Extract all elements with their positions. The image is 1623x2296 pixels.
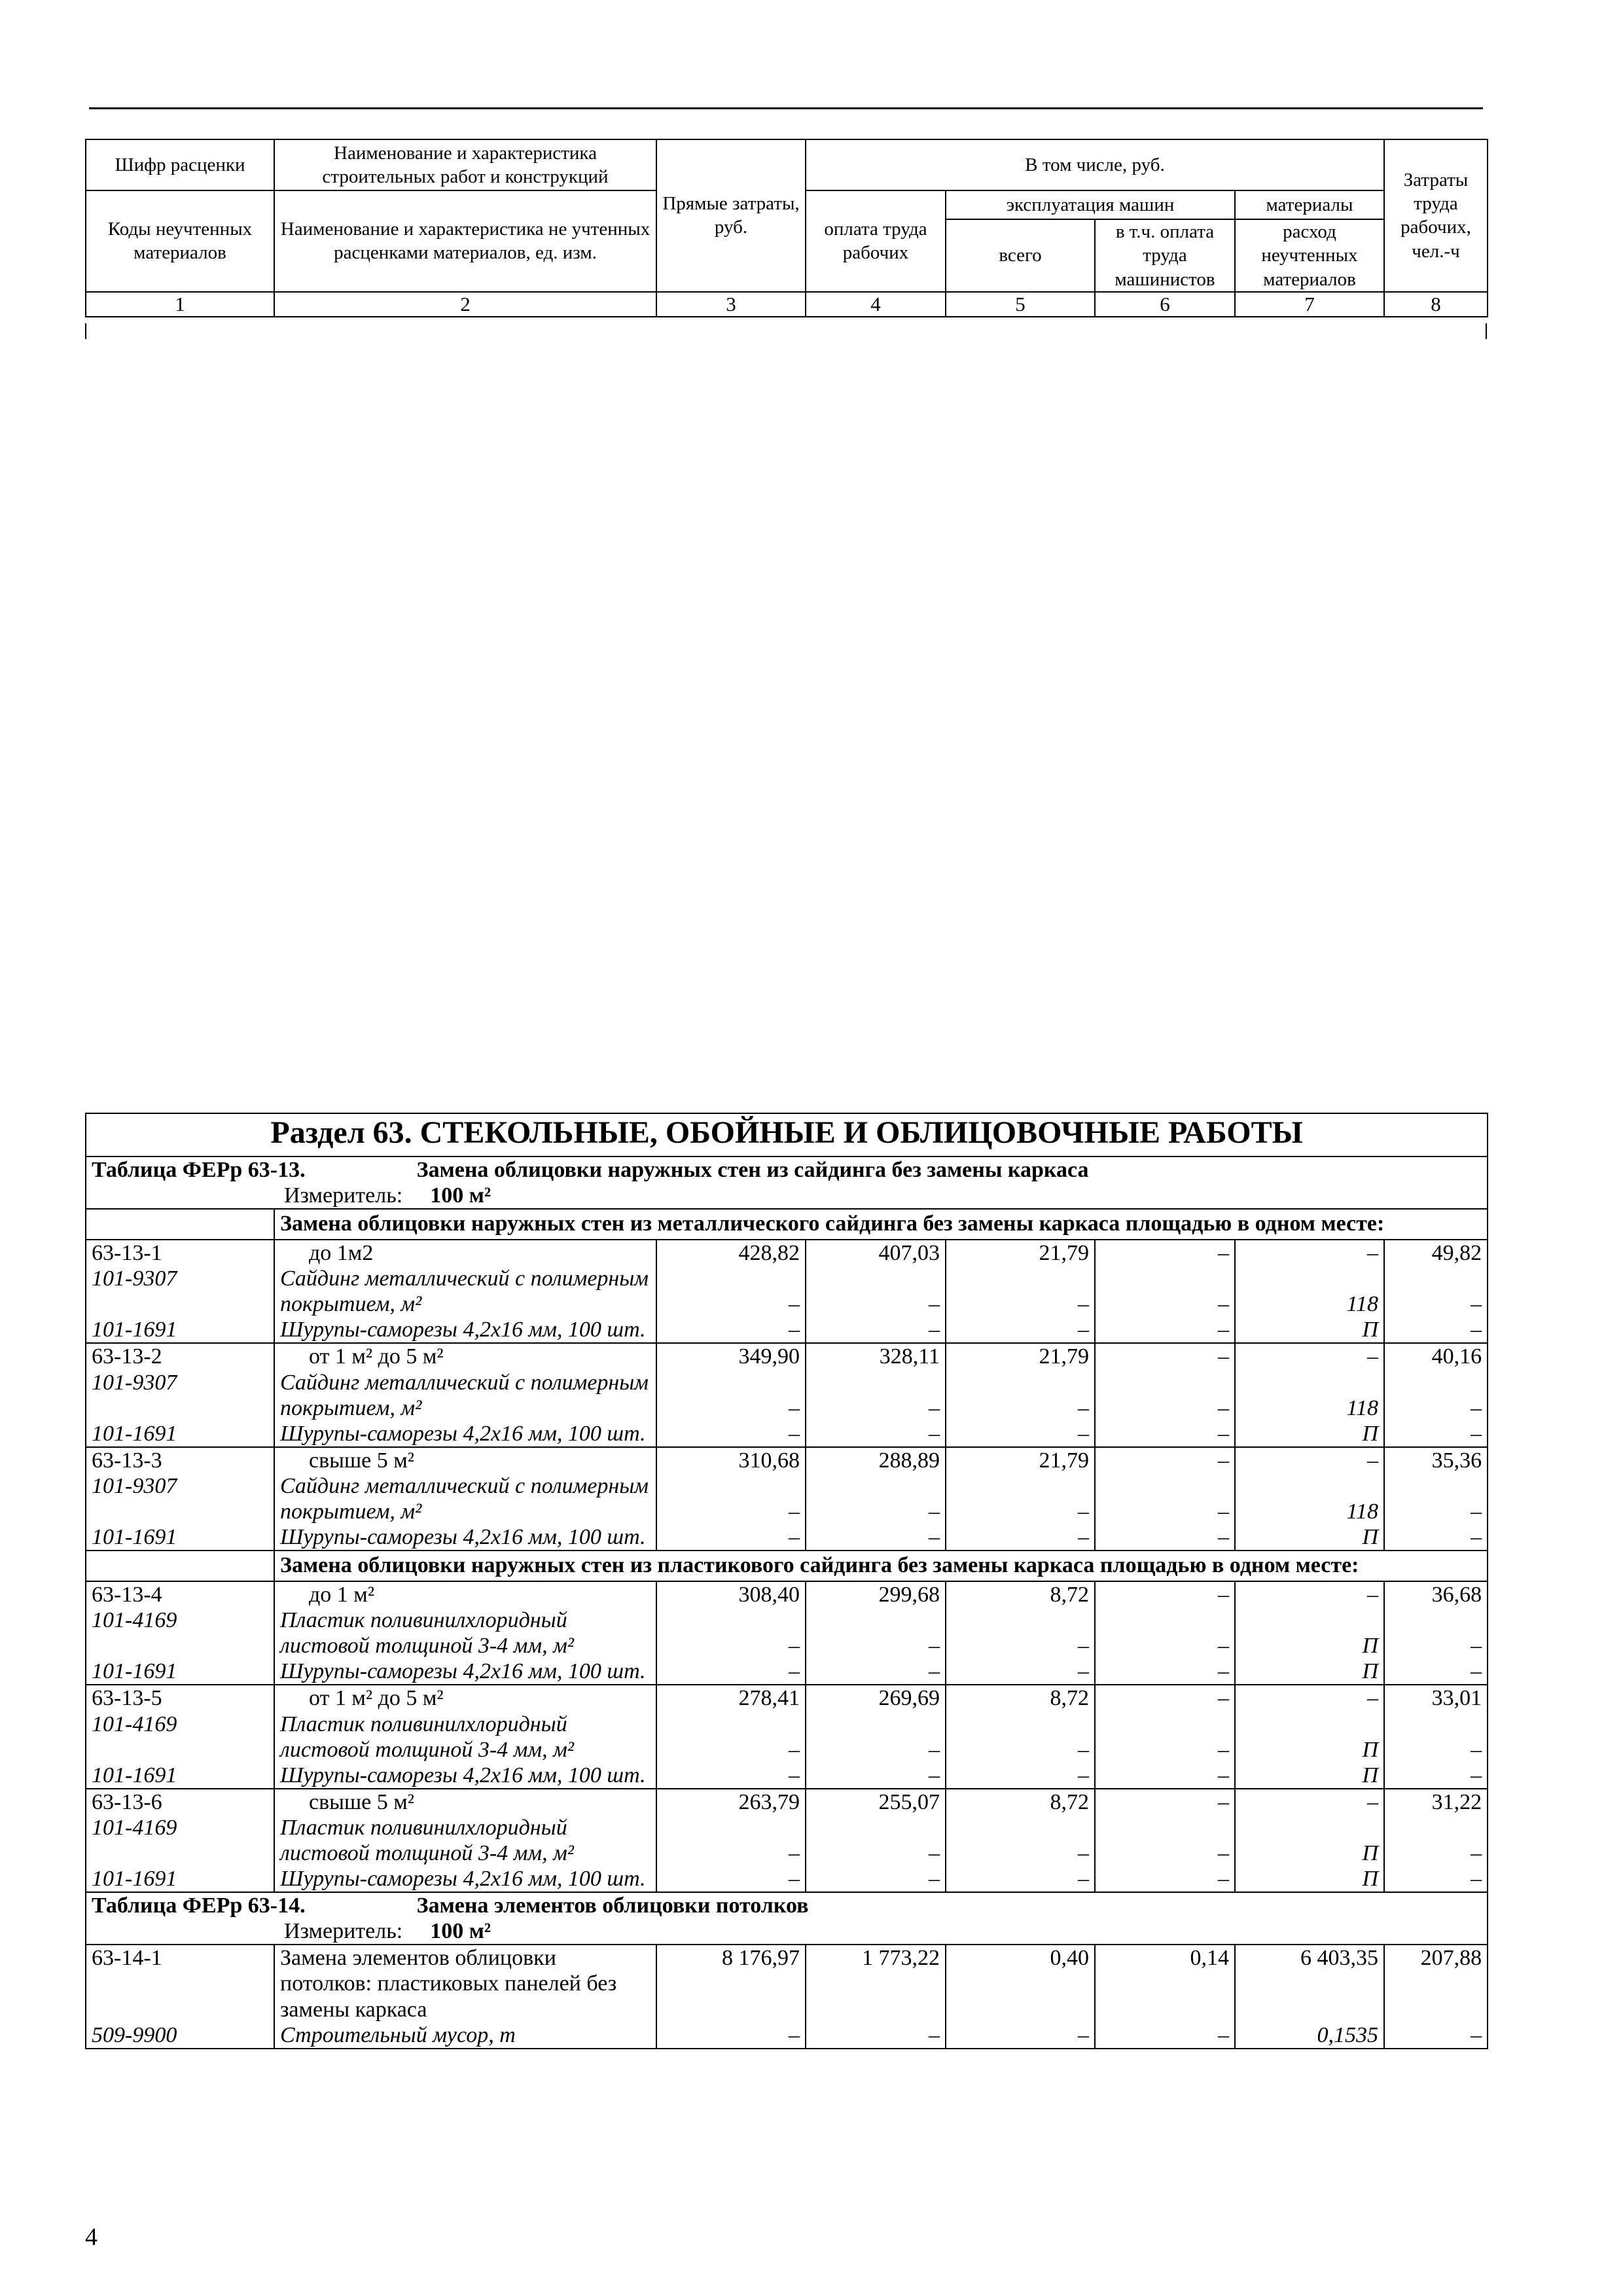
material-value-4: – (806, 1712, 946, 1763)
material-value-8: – (1384, 1712, 1488, 1763)
hdr-materials: материалы (1235, 190, 1384, 219)
material-value-3: – (656, 1524, 806, 1551)
material-value-6: – (1095, 1712, 1235, 1763)
work-value-3: 428,82 (656, 1240, 806, 1266)
work-value-4: 255,07 (806, 1789, 946, 1815)
material-value-4: – (806, 1421, 946, 1447)
work-value-6: – (1095, 1447, 1235, 1473)
table-row (86, 1447, 1488, 1473)
hdr-name: Наименование и характеристика строительных работ и конструкций (274, 139, 656, 190)
work-value-6: – (1095, 1789, 1235, 1815)
material-value-8: – (1384, 1266, 1488, 1317)
work-value-5: 0,40 (946, 1945, 1095, 2022)
work-name: до 1м2 (274, 1240, 656, 1266)
work-value-5: 8,72 (946, 1789, 1095, 1815)
material-name: Сайдинг металлический с полимерным покрытием, м² (274, 1266, 656, 1317)
table-label: Таблица ФЕРр 63-14. (92, 1893, 306, 1918)
hdr-unaccounted-name: Наименование и характеристика не учтенных расценками материалов, ед. изм. (274, 190, 656, 292)
material-value-7: П (1235, 1607, 1384, 1659)
table-name: Замена облицовки наружных стен из сайдинга без замены каркаса (416, 1158, 1089, 1182)
group-spacer (86, 1209, 274, 1240)
material-code: 101-9307 (86, 1370, 274, 1421)
work-value-7: – (1235, 1685, 1384, 1711)
work-name: свыше 5 м² (274, 1789, 656, 1815)
work-value-8: 35,36 (1384, 1447, 1488, 1473)
material-code: 101-4169 (86, 1815, 274, 1866)
work-value-5: 8,72 (946, 1581, 1095, 1607)
hdr-consumption: расход неучтенных материалов (1235, 219, 1384, 292)
work-value-4: 328,11 (806, 1343, 946, 1369)
material-code: 101-1691 (86, 1659, 274, 1685)
material-value-4: – (806, 1473, 946, 1524)
work-code: 63-13-1 (86, 1240, 274, 1266)
material-value-6: – (1095, 1607, 1235, 1659)
material-row (86, 1815, 1488, 1866)
table-stub-left (85, 323, 86, 339)
material-value-6: – (1095, 1815, 1235, 1866)
material-value-4: – (806, 1524, 946, 1551)
measure-value: 100 м² (430, 1919, 491, 1944)
material-value-3: – (656, 1607, 806, 1659)
work-value-6: – (1095, 1343, 1235, 1369)
material-name: Шурупы-саморезы 4,2х16 мм, 100 шт. (274, 1524, 656, 1551)
material-value-8: – (1384, 1763, 1488, 1789)
material-value-5: – (946, 1607, 1095, 1659)
work-value-7: – (1235, 1343, 1384, 1369)
material-value-4: – (806, 1659, 946, 1685)
material-value-5: – (946, 1763, 1095, 1789)
work-code: 63-13-6 (86, 1789, 274, 1815)
material-value-5: – (946, 2022, 1095, 2049)
table-row (86, 1240, 1488, 1266)
material-value-5: – (946, 1712, 1095, 1763)
material-code: 101-1691 (86, 1317, 274, 1343)
group-title-row (86, 1209, 1488, 1240)
material-value-5: – (946, 1473, 1095, 1524)
col-num-6: 6 (1095, 292, 1235, 317)
table-row (86, 1685, 1488, 1711)
material-row (86, 1524, 1488, 1551)
material-value-7: П (1235, 1815, 1384, 1866)
work-value-7: 6 403,35 (1235, 1945, 1384, 2022)
work-value-6: – (1095, 1240, 1235, 1266)
material-value-4: – (806, 1266, 946, 1317)
material-value-7: П (1235, 1866, 1384, 1892)
work-value-8: 49,82 (1384, 1240, 1488, 1266)
material-value-7: П (1235, 1524, 1384, 1551)
material-code: 101-1691 (86, 1421, 274, 1447)
material-code: 101-9307 (86, 1266, 274, 1317)
material-code: 101-1691 (86, 1763, 274, 1789)
material-value-6: – (1095, 1524, 1235, 1551)
material-value-6: – (1095, 1866, 1235, 1892)
table-row (86, 1343, 1488, 1369)
work-value-6: – (1095, 1581, 1235, 1607)
col-num-3: 3 (656, 292, 806, 317)
material-value-5: – (946, 1370, 1095, 1421)
hdr-direct: Прямые затраты, руб. (656, 139, 806, 292)
material-value-4: – (806, 1866, 946, 1892)
material-value-3: – (656, 2022, 806, 2049)
work-value-8: 207,88 (1384, 1945, 1488, 2022)
work-value-4: 269,69 (806, 1685, 946, 1711)
work-code: 63-14-1 (86, 1945, 274, 2022)
material-row (86, 1370, 1488, 1421)
column-header-table (85, 139, 1488, 317)
work-code: 63-13-3 (86, 1447, 274, 1473)
work-name: до 1 м² (274, 1581, 656, 1607)
material-value-3: – (656, 1763, 806, 1789)
material-value-8: – (1384, 1421, 1488, 1447)
material-value-7: 0,1535 (1235, 2022, 1384, 2049)
material-value-7: П (1235, 1421, 1384, 1447)
col-num-1: 1 (86, 292, 274, 317)
material-row (86, 2022, 1488, 2049)
work-code: 63-13-2 (86, 1343, 274, 1369)
hdr-wage: оплата труда рабочих (806, 190, 946, 292)
material-value-7: П (1235, 1659, 1384, 1685)
material-value-4: – (806, 1815, 946, 1866)
hdr-machines: эксплуатация машин (946, 190, 1235, 219)
material-row (86, 1866, 1488, 1892)
material-value-7: 118 (1235, 1266, 1384, 1317)
work-value-5: 21,79 (946, 1343, 1095, 1369)
material-name: Строительный мусор, т (274, 2022, 656, 2049)
material-value-8: – (1384, 1317, 1488, 1343)
material-value-3: – (656, 1473, 806, 1524)
material-value-5: – (946, 1866, 1095, 1892)
material-name: Шурупы-саморезы 4,2х16 мм, 100 шт. (274, 1317, 656, 1343)
material-name: Пластик поливинилхлоридный листовой толщиной 3-4 мм, м² (274, 1815, 656, 1866)
table-title (86, 1892, 1488, 1918)
material-value-5: – (946, 1815, 1095, 1866)
material-value-3: – (656, 1712, 806, 1763)
col-num-4: 4 (806, 292, 946, 317)
material-value-4: – (806, 2022, 946, 2049)
measure-row (86, 1183, 1488, 1209)
table-title-row (86, 1892, 1488, 1918)
col-num-5: 5 (946, 292, 1095, 317)
material-value-5: – (946, 1266, 1095, 1317)
hdr-total: всего (946, 219, 1095, 292)
material-value-8: – (1384, 1815, 1488, 1866)
work-value-3: 8 176,97 (656, 1945, 806, 2022)
material-value-8: – (1384, 1659, 1488, 1685)
material-row (86, 1473, 1488, 1524)
material-value-6: – (1095, 1317, 1235, 1343)
material-row (86, 1266, 1488, 1317)
material-value-6: – (1095, 1266, 1235, 1317)
work-value-6: 0,14 (1095, 1945, 1235, 2022)
work-value-7: – (1235, 1581, 1384, 1607)
material-row (86, 1659, 1488, 1685)
material-value-6: – (1095, 1370, 1235, 1421)
hdr-code: Шифр расценки (86, 139, 274, 190)
work-value-8: 36,68 (1384, 1581, 1488, 1607)
material-value-5: – (946, 1659, 1095, 1685)
material-value-7: П (1235, 1712, 1384, 1763)
material-code: 509-9900 (86, 2022, 274, 2049)
material-value-5: – (946, 1317, 1095, 1343)
material-name: Пластик поливинилхлоридный листовой толщиной 3-4 мм, м² (274, 1607, 656, 1659)
work-name: от 1 м² до 5 м² (274, 1685, 656, 1711)
material-value-3: – (656, 1266, 806, 1317)
work-value-8: 40,16 (1384, 1343, 1488, 1369)
material-value-3: – (656, 1370, 806, 1421)
material-row (86, 1421, 1488, 1447)
section-title: Раздел 63. СТЕКОЛЬНЫЕ, ОБОЙНЫЕ И ОБЛИЦОВОЧНЫЕ РАБОТЫ (86, 1113, 1488, 1157)
hdr-including: В том числе, руб. (806, 139, 1384, 190)
material-value-6: – (1095, 1421, 1235, 1447)
table-title-row (86, 1157, 1488, 1183)
table-label: Таблица ФЕРр 63-13. (92, 1158, 306, 1182)
work-name: Замена элементов облицовки потолков: пластиковых панелей без замены каркаса (274, 1945, 656, 2022)
work-value-5: 8,72 (946, 1685, 1095, 1711)
material-value-5: – (946, 1421, 1095, 1447)
work-code: 63-13-4 (86, 1581, 274, 1607)
measure-value: 100 м² (430, 1183, 491, 1208)
group-spacer (86, 1551, 274, 1581)
work-value-8: 31,22 (1384, 1789, 1488, 1815)
material-value-8: – (1384, 1524, 1488, 1551)
table-stub-right (1486, 323, 1487, 339)
material-code: 101-4169 (86, 1712, 274, 1763)
work-value-8: 33,01 (1384, 1685, 1488, 1711)
work-code: 63-13-5 (86, 1685, 274, 1711)
material-value-3: – (656, 1659, 806, 1685)
material-value-7: 118 (1235, 1473, 1384, 1524)
material-code: 101-1691 (86, 1866, 274, 1892)
material-name: Шурупы-саморезы 4,2х16 мм, 100 шт. (274, 1866, 656, 1892)
table-row (86, 1581, 1488, 1607)
group-title: Замена облицовки наружных стен из металлического сайдинга без замены каркаса площадью в одном месте: (274, 1209, 1488, 1240)
material-row (86, 1763, 1488, 1789)
material-value-3: – (656, 1866, 806, 1892)
material-value-8: – (1384, 1370, 1488, 1421)
table-title (86, 1157, 1488, 1183)
material-value-5: – (946, 1524, 1095, 1551)
material-value-7: 118 (1235, 1370, 1384, 1421)
work-value-5: 21,79 (946, 1447, 1095, 1473)
material-name: Шурупы-саморезы 4,2х16 мм, 100 шт. (274, 1659, 656, 1685)
work-name: от 1 м² до 5 м² (274, 1343, 656, 1369)
material-value-3: – (656, 1815, 806, 1866)
material-name: Шурупы-саморезы 4,2х16 мм, 100 шт. (274, 1763, 656, 1789)
material-value-8: – (1384, 1607, 1488, 1659)
work-value-3: 308,40 (656, 1581, 806, 1607)
material-value-6: – (1095, 1659, 1235, 1685)
work-value-7: – (1235, 1447, 1384, 1473)
group-title: Замена облицовки наружных стен из пластикового сайдинга без замены каркаса площадью в одном месте: (274, 1551, 1488, 1581)
material-value-3: – (656, 1421, 806, 1447)
work-value-3: 310,68 (656, 1447, 806, 1473)
col-num-2: 2 (274, 292, 656, 317)
hdr-unaccounted-codes: Коды неучтенных материалов (86, 190, 274, 292)
work-value-4: 407,03 (806, 1240, 946, 1266)
material-row (86, 1317, 1488, 1343)
work-value-4: 1 773,22 (806, 1945, 946, 2022)
price-table (85, 1113, 1488, 2049)
material-value-4: – (806, 1763, 946, 1789)
material-value-8: – (1384, 1473, 1488, 1524)
col-num-8: 8 (1384, 292, 1488, 317)
material-code: 101-9307 (86, 1473, 274, 1524)
material-value-6: – (1095, 2022, 1235, 2049)
material-row (86, 1607, 1488, 1659)
measure (86, 1918, 1488, 1945)
hdr-labor: Затраты труда рабочих, чел.-ч (1384, 139, 1488, 292)
work-value-5: 21,79 (946, 1240, 1095, 1266)
work-value-3: 349,90 (656, 1343, 806, 1369)
material-value-4: – (806, 1317, 946, 1343)
top-rule (89, 107, 1483, 109)
material-name: Сайдинг металлический с полимерным покрытием, м² (274, 1473, 656, 1524)
measure (86, 1183, 1488, 1209)
material-name: Пластик поливинилхлоридный листовой толщиной 3-4 мм, м² (274, 1712, 656, 1763)
material-value-8: – (1384, 1866, 1488, 1892)
work-value-3: 278,41 (656, 1685, 806, 1711)
material-value-8: – (1384, 2022, 1488, 2049)
material-value-4: – (806, 1607, 946, 1659)
work-value-4: 288,89 (806, 1447, 946, 1473)
material-row (86, 1712, 1488, 1763)
work-value-4: 299,68 (806, 1581, 946, 1607)
table-row (86, 1945, 1488, 2022)
measure-label: Измеритель: (284, 1183, 403, 1208)
work-value-3: 263,79 (656, 1789, 806, 1815)
page-number: 4 (85, 2223, 98, 2251)
measure-label: Измеритель: (284, 1919, 403, 1944)
col-num-7: 7 (1235, 292, 1384, 317)
group-title-row (86, 1551, 1488, 1581)
table-row (86, 1789, 1488, 1815)
work-value-6: – (1095, 1685, 1235, 1711)
material-code: 101-4169 (86, 1607, 274, 1659)
material-value-6: – (1095, 1473, 1235, 1524)
material-value-6: – (1095, 1763, 1235, 1789)
table-name: Замена элементов облицовки потолков (416, 1893, 809, 1918)
material-value-7: П (1235, 1317, 1384, 1343)
measure-row (86, 1918, 1488, 1945)
hdr-machinist: в т.ч. оплата труда машинистов (1095, 219, 1235, 292)
work-value-7: – (1235, 1789, 1384, 1815)
material-value-3: – (656, 1317, 806, 1343)
material-name: Шурупы-саморезы 4,2х16 мм, 100 шт. (274, 1421, 656, 1447)
material-value-4: – (806, 1370, 946, 1421)
material-name: Сайдинг металлический с полимерным покрытием, м² (274, 1370, 656, 1421)
material-code: 101-1691 (86, 1524, 274, 1551)
work-value-7: – (1235, 1240, 1384, 1266)
work-name: свыше 5 м² (274, 1447, 656, 1473)
material-value-7: П (1235, 1763, 1384, 1789)
